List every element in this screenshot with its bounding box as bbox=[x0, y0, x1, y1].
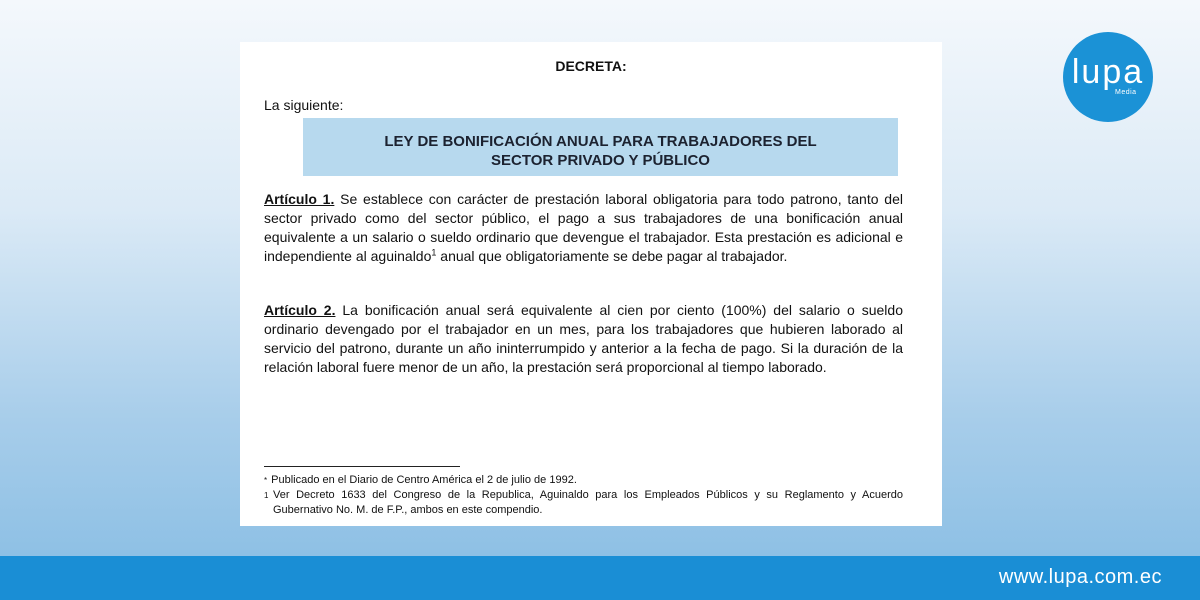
footer-bar bbox=[0, 556, 1200, 600]
footnote-ref-1: 1 bbox=[431, 247, 437, 258]
law-title-line-2: SECTOR PRIVADO Y PÚBLICO bbox=[491, 152, 710, 169]
intro-text: La siguiente: bbox=[264, 97, 344, 113]
footnote-mark: 1 bbox=[264, 491, 269, 500]
logo-subtitle: Media bbox=[1115, 89, 1137, 96]
article-2 bbox=[264, 301, 903, 377]
footnote-text: Publicado en el Diario de Centro América el 2 de julio de 1992. bbox=[271, 474, 577, 486]
footnote-divider bbox=[264, 466, 460, 467]
footnote-text: Ver Decreto 1633 del Congreso de la Republica, Aguinaldo para los Empleados Públicos y su Reglamento y Acuerdo Gubernativo No. M. de F.P., ambos en este compendio. bbox=[273, 489, 903, 516]
lupa-logo bbox=[1063, 32, 1153, 122]
logo-wordmark: lupa bbox=[1071, 53, 1145, 91]
article-1-text: Se establece con carácter de prestación laboral obligatoria para todo patrono, tanto del sector privado como del sector público, el pago a sus trabajadores de una bonificación anual equivalente a un salario o sueldo ordinario que devengue el trabajador. Esta prestación es adicional e independiente al aguinaldo bbox=[264, 191, 903, 264]
article-1-label: Artículo 1. bbox=[264, 191, 335, 207]
article-1-text-end: anual que obligatoriamente se debe pagar al trabajador. bbox=[436, 248, 788, 264]
document-page bbox=[240, 42, 942, 526]
article-1 bbox=[264, 190, 903, 266]
article-2-text: La bonificación anual será equivalente al cien por ciento (100%) del salario o sueldo ordinario devengado por el trabajador en un mes, para los trabajadores que hubieren laborado al servicio del patrono, durante un año ininterrumpido y anterior a la fecha de pago. Si la duración de la relación laboral fuere menor de un año, la prestación será proporcional al tiempo laborado. bbox=[264, 302, 903, 375]
website-url: www.lupa.com.ec bbox=[998, 566, 1162, 588]
footnote-publication bbox=[264, 473, 903, 488]
law-title-box bbox=[303, 118, 898, 176]
footnote-1 bbox=[264, 488, 903, 518]
decree-heading: DECRETA: bbox=[555, 58, 627, 74]
law-title-line-1: LEY DE BONIFICACIÓN ANUAL PARA TRABAJADORES DEL bbox=[384, 133, 817, 150]
footnote-mark: * bbox=[264, 476, 268, 485]
article-2-label: Artículo 2. bbox=[264, 302, 336, 318]
